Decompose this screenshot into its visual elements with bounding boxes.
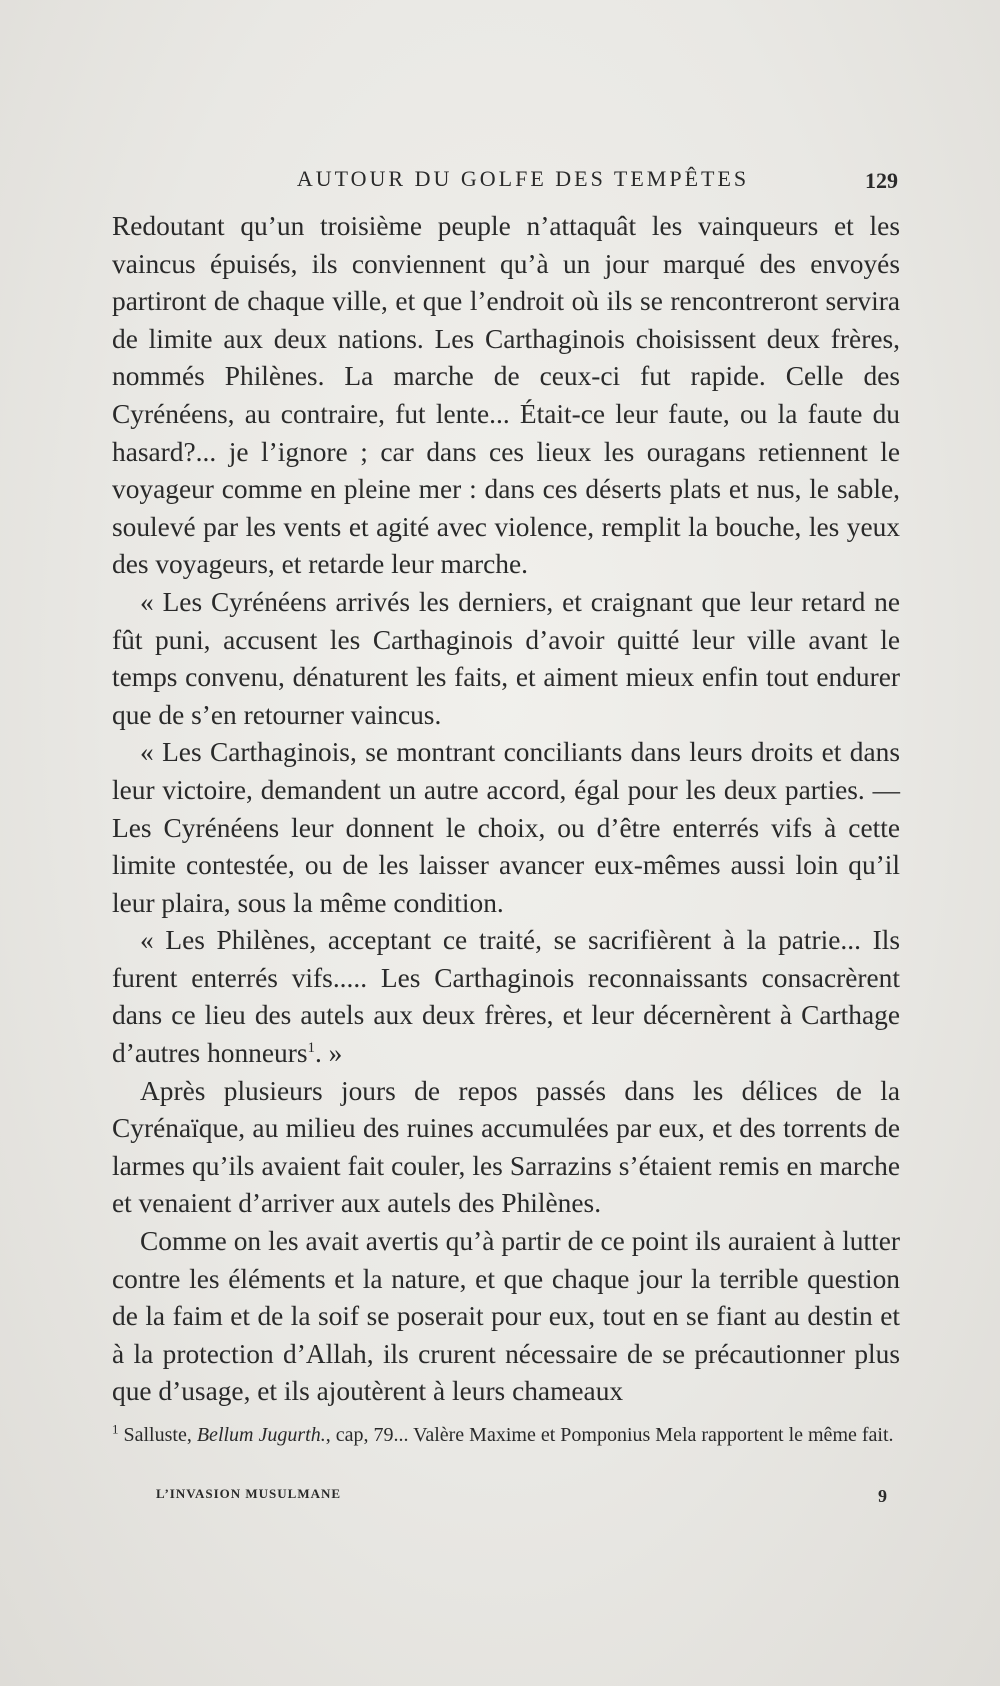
running-head: AUTOUR DU GOLFE DES TEMPÊTES: [296, 166, 750, 191]
page-header: [118, 166, 898, 196]
paragraph-text: « Les Carthaginois, se montrant conciliants dans leurs droits et dans leur victoire, demandent un autre accord, égal pour les deux parties. — Les Cyrénéens leur donnent le choix, ou d’être enterrés vifs à cette limite contestée, ou de les laisser avancer eux-mêmes aussi loin qu’il leur plaira, sous la même condition.: [112, 737, 900, 918]
paragraph-6: [112, 1223, 900, 1411]
paragraph-text: « Les Philènes, acceptant ce traité, se sacrifièrent à la patrie... Ils furent enterrés vifs..... Les Carthaginois reconnaissants consacrèrent dans ce lieu des autels aux deux frères, et leur décernèrent à Carthage d’autres honneurs: [112, 925, 900, 1069]
signature-number: 9: [878, 1486, 888, 1506]
page-number: 129: [865, 168, 898, 193]
body-text: [112, 208, 900, 1411]
footnote: [112, 1421, 900, 1449]
paragraph-4: [112, 922, 900, 1072]
footnote-title: Bellum Jugurth.: [196, 1424, 326, 1446]
paragraph-text: Redoutant qu’un troisième peuple n’attaquât les vainqueurs et les vaincus épuisés, ils conviennent qu’à un jour marqué des envoyés partiront de chaque ville, et que l’endroit où ils se rencontreront servira de limite aux deux nations. Les Carthaginois choisissent deux frères, nommés Philènes. La marche de ceux-ci fut rapide. Celle des Cyrénéens, au contraire, fut lente... Était-ce leur faute, ou la faute du hasard?... je l’ignore ; car dans ces lieux les ouragans retiennent le voyageur comme en pleine mer : dans ces déserts plats et nus, le sable, soulevé par les vents et agité avec violence, remplit la bouche, les yeux des voyageurs, et retarde leur marche.: [112, 211, 900, 580]
signature-title: L’INVASION MUSULMANE: [156, 1486, 342, 1501]
paragraph-text: Comme on les avait avertis qu’à partir de ce point ils auraient à lutter contre les éléments et la nature, et que chaque jour la terrible question de la faim et de la soif se poserait pour eux, tout en se fiant au destin et à la protection d’Allah, ils crurent nécessaire de se précautionner plus que d’usage, et ils ajoutèrent à leurs chameaux: [112, 1226, 900, 1407]
footnote-mark: 1: [112, 1421, 119, 1437]
paragraph-tail: . »: [314, 1038, 343, 1069]
paragraph-5: [112, 1073, 900, 1223]
paragraph-text: Après plusieurs jours de repos passés dans les délices de la Cyrénaïque, au milieu des ruines accumulées par eux, et des torrents de larmes qu’ils avaient fait couler, les Sarrazins s’étaient remis en marche et venaient d’arriver aux autels des Philènes.: [112, 1075, 900, 1219]
paragraph-2: [112, 584, 900, 734]
footnote-text-before: Salluste,: [118, 1424, 197, 1446]
paragraph-text: « Les Cyrénéens arrivés les derniers, et craignant que leur retard ne fût puni, accusent les Carthaginois d’avoir quitté leur ville avant le temps convenu, dénaturent les faits, et aiment mieux enfin tout endurer que de s’en retourner vaincus.: [112, 586, 900, 730]
paragraph-1: [112, 208, 900, 584]
footnote-reference[interactable]: 1: [307, 1039, 315, 1056]
footnote-text-after: , cap, 79... Valère Maxime et Pomponius Mela rapportent le même fait.: [325, 1424, 894, 1446]
paragraph-3: [112, 734, 900, 922]
signature-line: [156, 1486, 898, 1510]
